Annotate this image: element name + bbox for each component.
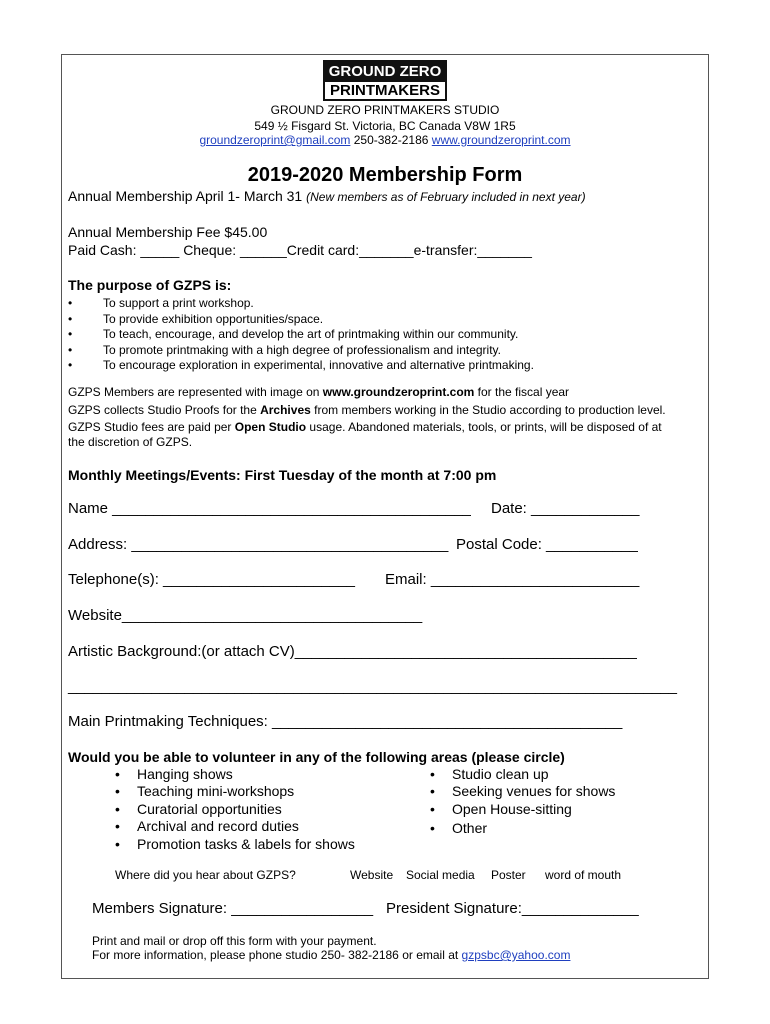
hear-about-question: Where did you hear about GZPS? — [115, 868, 296, 882]
studio-email-link[interactable]: groundzeroprint@gmail.com — [199, 133, 351, 147]
note-studio-fees-cont: the discretion of GZPS. — [68, 435, 193, 449]
note-bold: Archives — [260, 403, 311, 417]
address-field[interactable]: Address: ______________________________________ — [68, 536, 449, 553]
note-text: for the fiscal year — [474, 385, 570, 399]
bullet: • — [68, 311, 73, 326]
note-bold: Open Studio — [234, 420, 307, 434]
volunteer-option[interactable] — [430, 801, 572, 817]
volunteer-option-label: Seeking venues for shows — [452, 783, 616, 799]
artistic-background-field[interactable]: Artistic Background:(or attach CV)_________________________________________ — [68, 643, 637, 660]
membership-note: (New members as of February included in next year) — [306, 190, 586, 204]
ground-zero-logo — [323, 60, 447, 101]
purpose-heading: The purpose of GZPS is: — [68, 277, 232, 293]
purpose-item: To support a print workshop. — [103, 296, 254, 310]
bullet: • — [430, 801, 435, 817]
bullet: • — [115, 766, 120, 782]
volunteer-option[interactable] — [115, 801, 282, 817]
volunteer-option-label: Curatorial opportunities — [137, 801, 282, 817]
bullet: • — [430, 766, 435, 782]
volunteer-option[interactable] — [430, 820, 487, 836]
note-archives — [68, 403, 666, 417]
logo-line2: PRINTMAKERS — [325, 82, 445, 99]
hear-about-option-word-of-mouth[interactable]: word of mouth — [545, 868, 622, 882]
bullet: • — [68, 358, 73, 372]
footer-contact — [92, 948, 570, 962]
footer-email-link[interactable]: gzpsbc@yahoo.com — [461, 948, 571, 962]
form-title: 2019-2020 Membership Form — [247, 164, 523, 186]
meetings-heading: Monthly Meetings/Events: First Tuesday of the month at 7:00 pm — [68, 467, 497, 483]
artistic-background-line2[interactable]: _________________________________________________________________________ — [68, 678, 677, 695]
note-text: GZPS Studio fees are paid per — [68, 420, 235, 434]
bullet: • — [68, 327, 73, 341]
volunteer-option[interactable] — [115, 766, 233, 782]
purpose-item: To provide exhibition opportunities/space. — [103, 311, 324, 326]
membership-period: Annual Membership April 1- March 31 — [68, 188, 303, 204]
email-field[interactable]: Email: _________________________ — [385, 571, 640, 588]
membership-line — [68, 188, 586, 204]
volunteer-option[interactable] — [115, 783, 294, 799]
logo-line1: GROUND ZERO — [328, 63, 442, 80]
bullet: • — [430, 783, 435, 799]
membership-fee: Annual Membership Fee $45.00 — [68, 224, 268, 240]
postal-code-field[interactable]: Postal Code: ___________ — [456, 536, 638, 553]
studio-address: 549 ½ Fisgard St. Victoria, BC Canada V8W 1R5 — [254, 119, 516, 133]
bullet: • — [115, 801, 120, 817]
studio-phone: 250-382-2186 — [353, 133, 429, 147]
purpose-item: To encourage exploration in experimental, innovative and alternative printmaking. — [103, 358, 534, 372]
footer-instructions: Print and mail or drop off this form with your payment. — [92, 934, 377, 948]
purpose-item: To promote printmaking with a high degree of professionalism and integrity. — [103, 342, 501, 357]
studio-name: GROUND ZERO PRINTMAKERS STUDIO — [270, 103, 500, 117]
volunteer-heading: Would you be able to volunteer in any of the following areas (please circle) — [68, 749, 565, 765]
volunteer-option[interactable] — [430, 783, 615, 799]
name-field[interactable]: Name ___________________________________________ — [68, 500, 471, 517]
date-field[interactable]: Date: _____________ — [491, 500, 640, 517]
volunteer-option[interactable] — [115, 818, 299, 834]
note-text: usage. Abandoned materials, tools, or prints, will be disposed of at — [306, 420, 662, 434]
website-field[interactable]: Website____________________________________ — [68, 607, 423, 624]
studio-contact — [0, 133, 770, 147]
bullet: • — [430, 820, 435, 836]
volunteer-option-label: Open House-sitting — [452, 801, 572, 817]
volunteer-option-label: Hanging shows — [137, 766, 233, 782]
member-signature-field[interactable]: Members Signature: _________________ — [92, 900, 374, 917]
hear-about-option-social-media[interactable]: Social media — [406, 868, 475, 882]
note-studio-fees — [68, 420, 662, 434]
purpose-item: To teach, encourage, and develop the art of printmaking within our community. — [103, 327, 519, 341]
telephone-field[interactable]: Telephone(s): _______________________ — [68, 571, 355, 588]
bullet: • — [115, 836, 120, 852]
bullet: • — [115, 783, 120, 799]
volunteer-option[interactable] — [115, 836, 355, 852]
volunteer-option-label: Studio clean up — [452, 766, 549, 782]
bullet: • — [68, 296, 73, 310]
hear-about-option-website[interactable]: Website — [350, 868, 394, 882]
volunteer-option-label: Teaching mini-workshops — [137, 783, 295, 799]
techniques-field[interactable]: Main Printmaking Techniques: __________________________________________ — [68, 713, 623, 730]
note-website-link[interactable]: www.groundzeroprint.com — [322, 385, 475, 399]
footer-contact-text: For more information, please phone studio 250- 382-2186 or email at — [92, 948, 462, 962]
studio-website-link[interactable]: www.groundzeroprint.com — [431, 133, 571, 147]
volunteer-option[interactable] — [430, 766, 549, 782]
note-website — [68, 385, 569, 399]
note-text: from members working in the Studio according to production level. — [310, 403, 666, 417]
bullet: • — [115, 818, 120, 834]
payment-method-line[interactable]: Paid Cash: _____ Cheque: ______Credit card:_______e-transfer:_______ — [68, 242, 532, 258]
volunteer-option-label: Promotion tasks & labels for shows — [137, 836, 355, 852]
note-text: GZPS collects Studio Proofs for the — [68, 403, 261, 417]
note-text: GZPS Members are represented with image on — [68, 385, 323, 399]
president-signature-field[interactable]: President Signature:______________ — [386, 900, 639, 917]
bullet: • — [68, 342, 73, 357]
volunteer-option-label: Archival and record duties — [137, 818, 299, 834]
volunteer-option-label: Other — [452, 820, 488, 836]
hear-about-option-poster[interactable]: Poster — [491, 868, 526, 882]
